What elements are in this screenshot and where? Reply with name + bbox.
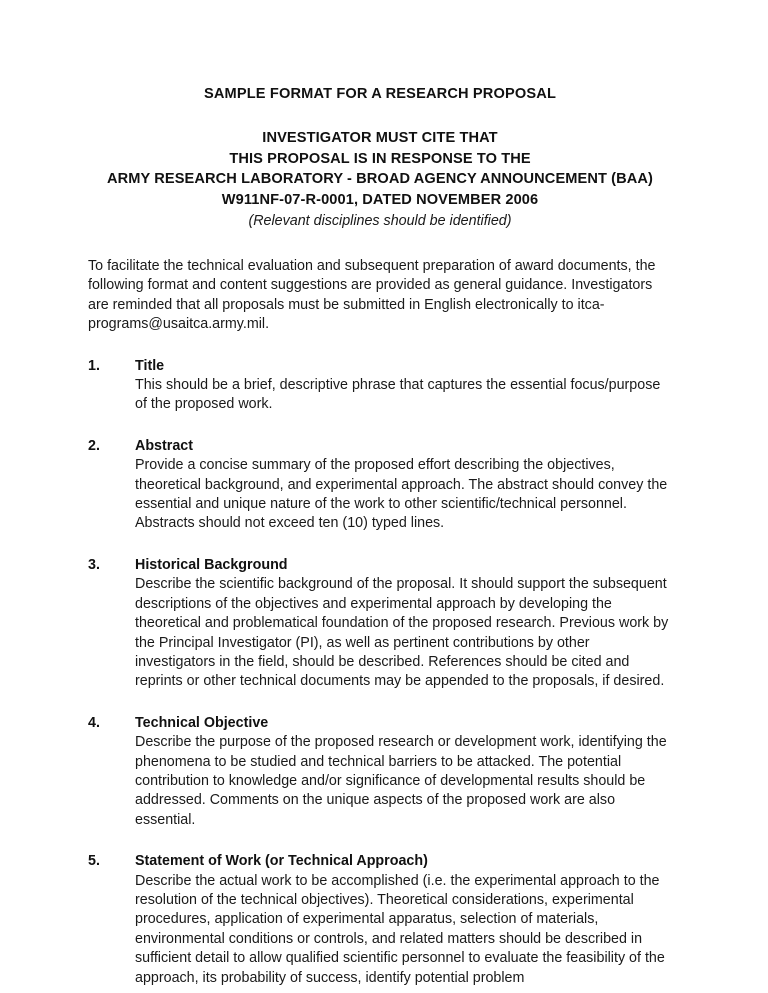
citation-line-2: THIS PROPOSAL IS IN RESPONSE TO THE: [229, 150, 531, 167]
citation-line-4: W911NF-07-R-0001, DATED NOVEMBER 2006: [221, 191, 539, 208]
section-content: [135, 852, 672, 988]
page-title: SAMPLE FORMAT FOR A RESEARCH PROPOSAL: [203, 86, 557, 102]
section-text: Describe the purpose of the proposed research or development work, identifying the phenomena to be studied and technical barriers to be attacked. The potential contribution to knowledge and/or significance of developmental results should be addressed. Comments on the unique aspects of the proposed work are also essential.: [135, 734, 667, 828]
section-number: 1.: [88, 357, 100, 374]
citation-line-1: INVESTIGATOR MUST CITE THAT: [262, 130, 498, 146]
document-body: [88, 0, 672, 988]
section-item: [88, 852, 672, 988]
section-item: [88, 714, 672, 830]
intro-paragraph: To facilitate the technical evaluation and subsequent preparation of award documents, the following format and content suggestions are provided as general guidance. Investigators are reminded that all proposals must be submitted in English electronically to itca-programs@usaitca.army.mil.: [88, 258, 656, 333]
section-item: [88, 437, 672, 534]
section-item: [88, 357, 672, 415]
section-text: Describe the actual work to be accomplished (i.e. the experimental approach to the resolution of the technical objectives). Theoretical considerations, experimental procedures, application of experimental apparatus, selection of materials, environmental conditions or controls, and related matters should be described in sufficient detail to allow qualified scientific personnel to evaluate the feasibility of the approach, its probability of success, identify potential problem: [135, 872, 665, 986]
section-heading: Title: [135, 357, 165, 374]
section-content: [135, 714, 672, 830]
section-text: This should be a brief, descriptive phrase that captures the essential focus/purpose of the proposed work.: [135, 377, 661, 413]
section-content: [135, 357, 672, 415]
section-text: Describe the scientific background of the proposal. It should support the subsequent descriptions of the objectives and experimental approach by developing the theoretical and problematical foundation of the proposed research. Previous work by the Principal Investigator (PI), as well as pertinent contributions by other investigators in the field, should be described. References should be cited and reprints or other technical documents may be appended to the proposals, if desired.: [135, 576, 669, 690]
citation-note: (Relevant disciplines should be identified): [248, 213, 512, 229]
document-header: [88, 0, 672, 231]
section-item: [88, 556, 672, 692]
section-heading: Statement of Work (or Technical Approach): [135, 853, 428, 870]
section-heading: Historical Background: [135, 556, 288, 573]
section-text: Provide a concise summary of the proposed effort describing the objectives, theoretical background, and experimental approach. The abstract should convey the essential and unique nature of the work to other scientific/technical personnel. Abstracts should not exceed ten (10) typed lines.: [135, 457, 668, 532]
citation-line-3: ARMY RESEARCH LABORATORY - BROAD AGENCY ANNOUNCEMENT (BAA): [106, 171, 654, 187]
section-heading: Abstract: [135, 437, 193, 454]
section-number: 4.: [88, 714, 100, 731]
section-content: [135, 556, 672, 692]
section-heading: Technical Objective: [135, 714, 269, 731]
section-number: 3.: [88, 556, 100, 573]
section-number: 5.: [88, 853, 100, 870]
section-content: [135, 437, 672, 534]
citation-block: [88, 128, 672, 231]
section-number: 2.: [88, 437, 100, 454]
